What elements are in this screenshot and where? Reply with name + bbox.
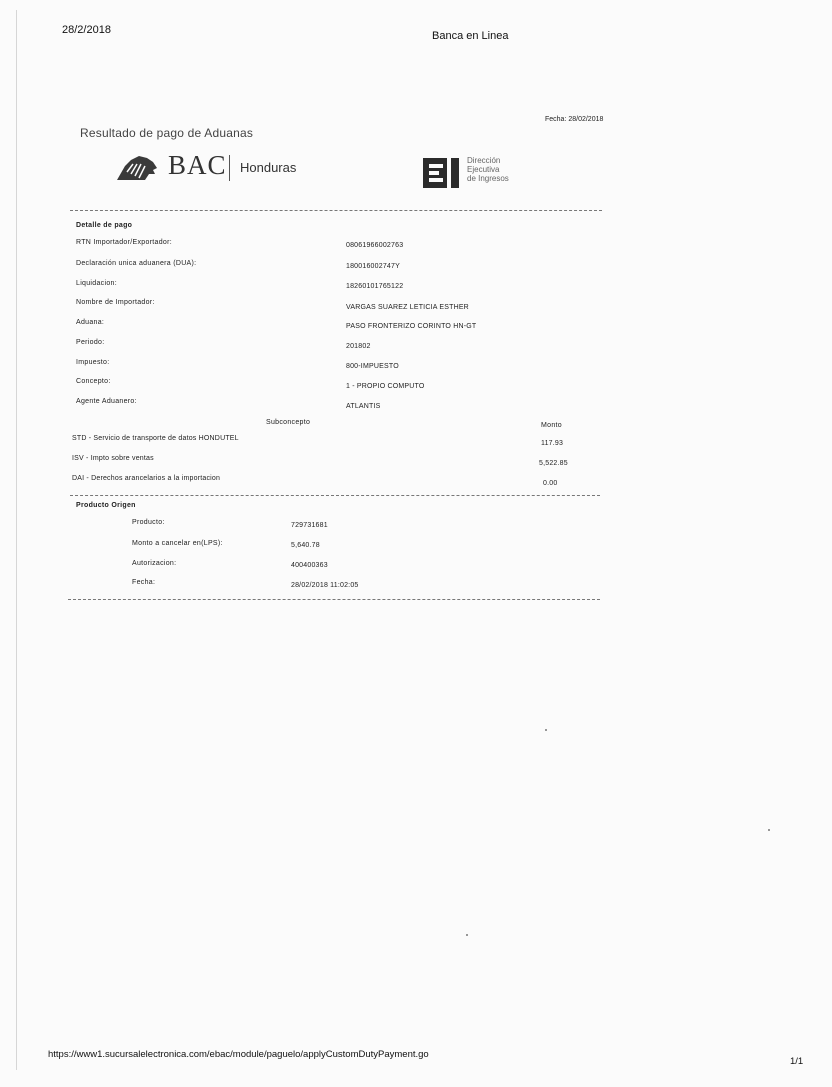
detail-value: VARGAS SUAREZ LETICIA ESTHER: [346, 304, 469, 311]
scan-speck: [545, 729, 547, 731]
header-divider: [70, 210, 602, 211]
detail-label: Aduana:: [76, 319, 105, 326]
dei-line-3: de Ingresos: [467, 174, 509, 183]
dei-line-1: Dirección: [467, 156, 501, 165]
subconcepto-heading: Subconcepto: [266, 419, 311, 426]
detail-value: 1 - PROPIO COMPUTO: [346, 383, 425, 390]
detail-label: Declaración unica aduanera (DUA):: [76, 260, 197, 267]
producto-value: 28/02/2018 11:02:05: [291, 582, 359, 589]
receipt-title: Resultado de pago de Aduanas: [80, 126, 254, 140]
print-date: 28/2/2018: [62, 24, 111, 36]
detail-value: 800-IMPUESTO: [346, 363, 399, 370]
subconcepto-amount: 117.93: [541, 440, 564, 447]
receipt-date-top: Fecha: 28/02/2018: [545, 116, 604, 123]
print-page-count: 1/1: [790, 1056, 804, 1067]
print-page-title: Banca en Linea: [432, 30, 509, 42]
detail-label: Impuesto:: [76, 359, 110, 366]
detail-label: RTN Importador/Exportador:: [76, 239, 172, 246]
dei-logo-icon: [423, 158, 459, 188]
logo-separator: [229, 155, 230, 181]
detail-value: ATLANTIS: [346, 403, 381, 410]
scan-edge-line: [16, 10, 17, 1070]
subconcepto-name: STD - Servicio de transporte de datos HONDUTEL: [72, 435, 239, 442]
producto-label: Producto:: [132, 519, 165, 526]
producto-heading: Producto Origen: [76, 502, 136, 509]
subconcepto-amount: 0.00: [543, 480, 558, 487]
bac-lion-logo-icon: [115, 152, 160, 182]
producto-value: 5,640.78: [291, 542, 320, 549]
subconcepto-amount: 5,522.85: [539, 460, 568, 467]
detail-value: 180016002747Y: [346, 263, 400, 270]
scan-speck: [466, 934, 468, 936]
detail-label: Concepto:: [76, 378, 111, 385]
detalle-heading: Detalle de pago: [76, 222, 133, 229]
producto-value: 729731681: [291, 522, 328, 529]
monto-heading: Monto: [541, 422, 562, 429]
detail-value: PASO FRONTERIZO CORINTO HN-GT: [346, 323, 477, 330]
producto-value: 400400363: [291, 562, 328, 569]
bank-country: Honduras: [240, 160, 297, 175]
detail-value: 18260101765122: [346, 283, 404, 290]
dei-line-2: Ejecutiva: [467, 165, 500, 174]
producto-label: Fecha:: [132, 579, 156, 586]
detail-label: Periodo:: [76, 339, 105, 346]
detail-label: Liquidacion:: [76, 280, 117, 287]
subconcepto-name: ISV - Impto sobre ventas: [72, 455, 154, 462]
print-url: https://www1.sucursalelectronica.com/ebac/module/paguelo/applyCustomDutyPayment.go: [48, 1049, 429, 1060]
table-divider: [70, 495, 600, 496]
detail-label: Nombre de Importador:: [76, 299, 155, 306]
detail-value: 201802: [346, 343, 371, 350]
producto-label: Monto a cancelar en(LPS):: [132, 540, 223, 547]
bac-logo-text: BAC: [168, 150, 227, 180]
subconcepto-name: DAI - Derechos arancelarios a la importacion: [72, 475, 221, 482]
dei-name: [467, 156, 509, 183]
scan-speck: [768, 829, 770, 831]
producto-label: Autorizacion:: [132, 560, 177, 567]
detail-label: Agente Aduanero:: [76, 398, 137, 405]
detail-value: 08061966002763: [346, 242, 404, 249]
bottom-divider: [68, 599, 600, 600]
